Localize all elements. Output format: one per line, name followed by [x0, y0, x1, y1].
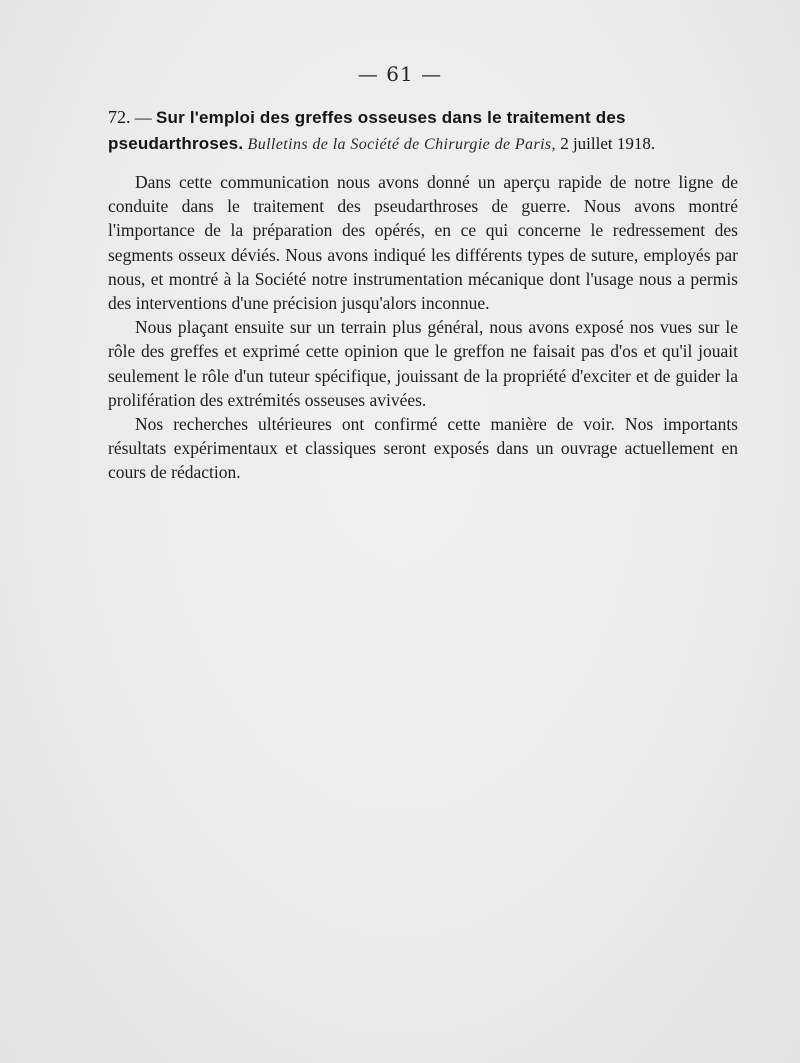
entry-number: 72.: [108, 107, 131, 127]
paragraph-3: Nos recherches ultérieures ont confirmé cette manière de voir. Nos importants résultats expérimentaux et classiques seront exposés dans un ouvrage actuellement en cours de rédaction.: [108, 414, 738, 483]
paragraph-2: Nous plaçant ensuite sur un terrain plus général, nous avons exposé nos vues sur le rôle des greffes et exprimé cette opinion que le greffon ne faisait pas d'os et qu'il jouait seulement le rôle d'un tuteur spécifique, jouissant de la propriété d'exciter et de guider la prolifération des extrémités osseuses avivées.: [108, 317, 738, 410]
paragraph-1: Dans cette communication nous avons donné un aperçu rapide de notre ligne de conduite dans le traitement des pseudarthroses de guerre. Nous avons montré l'importance de la préparation des opérés, en ce qui concerne le redressement des segments osseux déviés. Nous avons indiqué les différents types de suture, employés par nous, et montré à la Société notre instrumentation mécanique dont l'usage nous a permis des interventions d'une précision jusqu'alors inconnue.: [108, 172, 738, 314]
entry-heading: [108, 104, 740, 158]
page-number: — 61 —: [357, 62, 443, 86]
bibliography-entry: [108, 104, 740, 158]
entry-source: Bulletins de la Société de Chirurgie de Paris,: [247, 136, 556, 153]
entry-title: Sur l'emploi des greffes osseuses dans le traitement des pseudarthroses.: [108, 108, 626, 153]
entry-date: 2 juillet 1918.: [560, 134, 656, 153]
entry-body: [108, 170, 738, 485]
entry-dash: —: [134, 108, 152, 127]
